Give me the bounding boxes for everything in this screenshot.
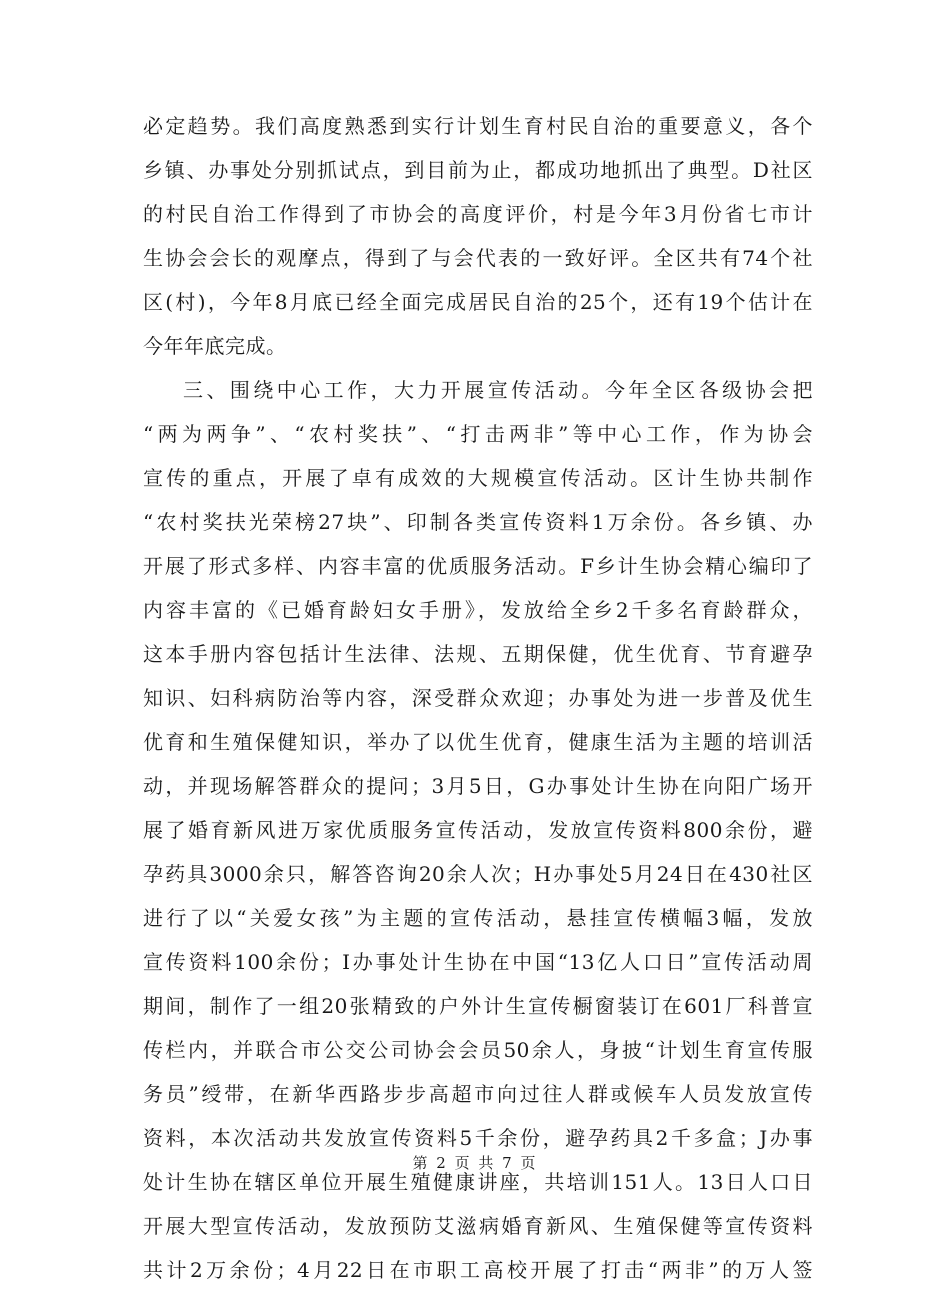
- text-line: 传栏内，并联合市公交公司协会会员50余人，身披“计划生育宣传服: [143, 1038, 813, 1062]
- text-line: 展了婚育新风进万家优质服务宣传活动，发放宣传资料800余份，避: [143, 818, 813, 842]
- text-line: 进行了以“关爱女孩”为主题的宣传活动，悬挂宣传横幅3幅，发放: [143, 906, 813, 930]
- text-line: 共计2万余份；4月22日在市职工高校开展了打击“两非”的万人签: [143, 1258, 813, 1282]
- text-line: 宣传资料100余份；I办事处计生协在中国“13亿人口日”宣传活动周: [143, 950, 813, 974]
- text-line: 孕药具3000余只，解答咨询20余人次；H办事处5月24日在430社区: [143, 862, 813, 886]
- text-line: 务员”绶带，在新华西路步步高超市向过往人群或候车人员发放宣传: [143, 1082, 813, 1106]
- text-line: 动，并现场解答群众的提问；3月5日，G办事处计生协在向阳广场开: [143, 774, 813, 798]
- text-line: 今年年底完成。: [143, 334, 287, 358]
- text-line: 这本手册内容包括计生法律、法规、五期保健，优生优育、节育避孕: [143, 642, 813, 666]
- text-line: “两为两争”、“农村奖扶”、“打击两非”等中心工作，作为协会: [143, 422, 813, 446]
- text-line: 开展大型宣传活动，发放预防艾滋病婚育新风、生殖保健等宣传资料: [143, 1214, 813, 1238]
- text-line: “农村奖扶光荣榜27块”、印制各类宣传资料1万余份。各乡镇、办: [143, 510, 813, 534]
- text-line: 三、围绕中心工作，大力开展宣传活动。今年全区各级协会把: [183, 378, 813, 402]
- text-line: 生协会会长的观摩点，得到了与会代表的一致好评。全区共有74个社: [143, 246, 813, 270]
- text-line: 必定趋势。我们高度熟悉到实行计划生育村民自治的重要意义，各个: [143, 114, 813, 138]
- page-number-footer: 第 2 页 共 7 页: [412, 1154, 538, 1172]
- text-line: 开展了形式多样、内容丰富的优质服务活动。F乡计生协会精心编印了: [143, 554, 813, 578]
- text-line: 区(村)，今年8月底已经全面完成居民自治的25个，还有19个估计在: [143, 290, 813, 314]
- text-line: 资料，本次活动共发放宣传资料5千余份，避孕药具2千多盒；J办事: [143, 1126, 813, 1150]
- text-line: 优育和生殖保健知识，举办了以优生优育，健康生活为主题的培训活: [143, 730, 813, 754]
- document-body: [143, 104, 813, 1292]
- text-line: 宣传的重点，开展了卓有成效的大规模宣传活动。区计生协共制作: [143, 466, 813, 490]
- text-line: 处计生协在辖区单位开展生殖健康讲座，共培训151人。13日人口日: [143, 1170, 813, 1194]
- text-line: 期间，制作了一组20张精致的户外计生宣传橱窗装订在601厂科普宣: [143, 994, 813, 1018]
- text-line: 知识、妇科病防治等内容，深受群众欢迎；办事处为进一步普及优生: [143, 686, 813, 710]
- text-line: 内容丰富的《已婚育龄妇女手册》，发放给全乡2千多名育龄群众，: [143, 598, 813, 622]
- text-line: 乡镇、办事处分别抓试点，到目前为止，都成功地抓出了典型。D社区: [143, 158, 813, 182]
- text-line: 的村民自治工作得到了市协会的高度评价，村是今年3月份省七市计: [143, 202, 813, 226]
